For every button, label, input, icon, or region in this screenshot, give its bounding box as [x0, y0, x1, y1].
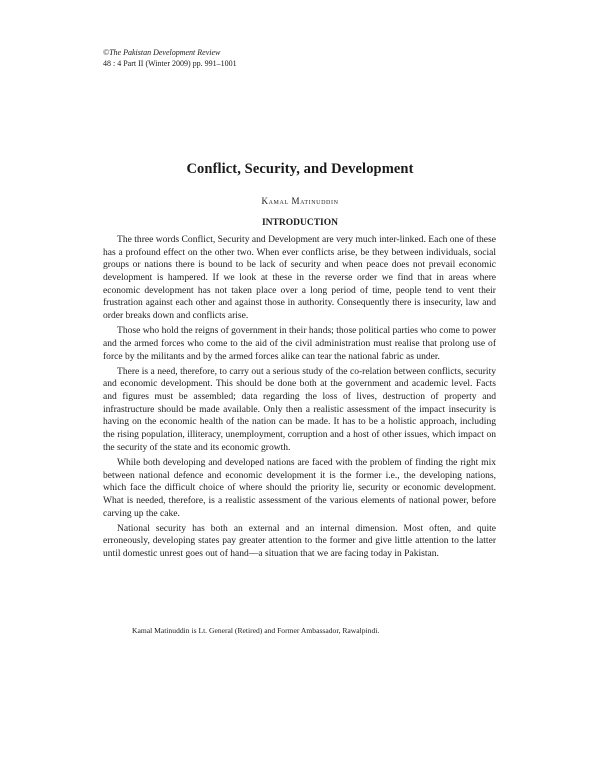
body-paragraph: Those who hold the reigns of government in their hands; those political parties who come to power and the armed forces who come to the aid of the civil administration must realise that prolong use of force by the militants and by the armed forces alike can tear the national fabric as under. [103, 325, 496, 362]
journal-name: ©The Pakistan Development Review [103, 48, 221, 57]
author-footnote: Kamal Matinuddin is Lt. General (Retired) and Former Ambassador, Rawalpindi. [132, 626, 380, 635]
body-paragraph: The three words Conflict, Security and Development are very much inter-linked. Each one of these has a profound effect on the other two. When ever conflicts arise, be they between individuals, social groups or nations there is bound to be lack of security and when peace does not prevail economic development is hampered. If we look at these in the reverse order we find that in areas where economic development has not taken place over a long period of time, people tend to vent their frustration against each other and against those in authority. Consequently there is insecurity, law and order breaks down and conflicts arise. [103, 234, 496, 321]
body-paragraph: While both developing and developed nations are faced with the problem of finding the right mix between national defence and economic development it is the former i.e., the developing nations, which face the difficult choice of where should the priority lie, security or economic development. What is needed, therefore, is a realistic assessment of the various elements of national power, before carving up the cake. [103, 456, 496, 519]
article-title: Conflict, Security, and Development [186, 161, 414, 177]
journal-header [103, 47, 237, 69]
section-heading: INTRODUCTION [261, 218, 338, 228]
article-author: Kamal Matinuddin [261, 196, 339, 206]
article-body [103, 234, 496, 563]
issue-line: 48 : 4 Part II (Winter 2009) pp. 991–1001 [103, 59, 237, 68]
body-paragraph: There is a need, therefore, to carry out a serious study of the co-relation between conflicts, security and economic development. This should be done both at the government and academic level. Facts and figures must be assembled; data regarding the loss of lives, destruction of property and infrastructure should be made available. Only then a realistic assessment of the impact insecurity is having on the economic health of the nation can be made. It has to be a holistic approach, including the rising population, illiteracy, unemployment, corruption and a host of other issues, which impact on the security of the state and its economic growth. [103, 365, 496, 453]
body-paragraph: National security has both an external and an internal dimension. Most often, and quite erroneously, developing states pay greater attention to the former and give little attention to the latter until domestic unrest goes out of hand—a situation that we are facing today in Pakistan. [103, 522, 496, 560]
